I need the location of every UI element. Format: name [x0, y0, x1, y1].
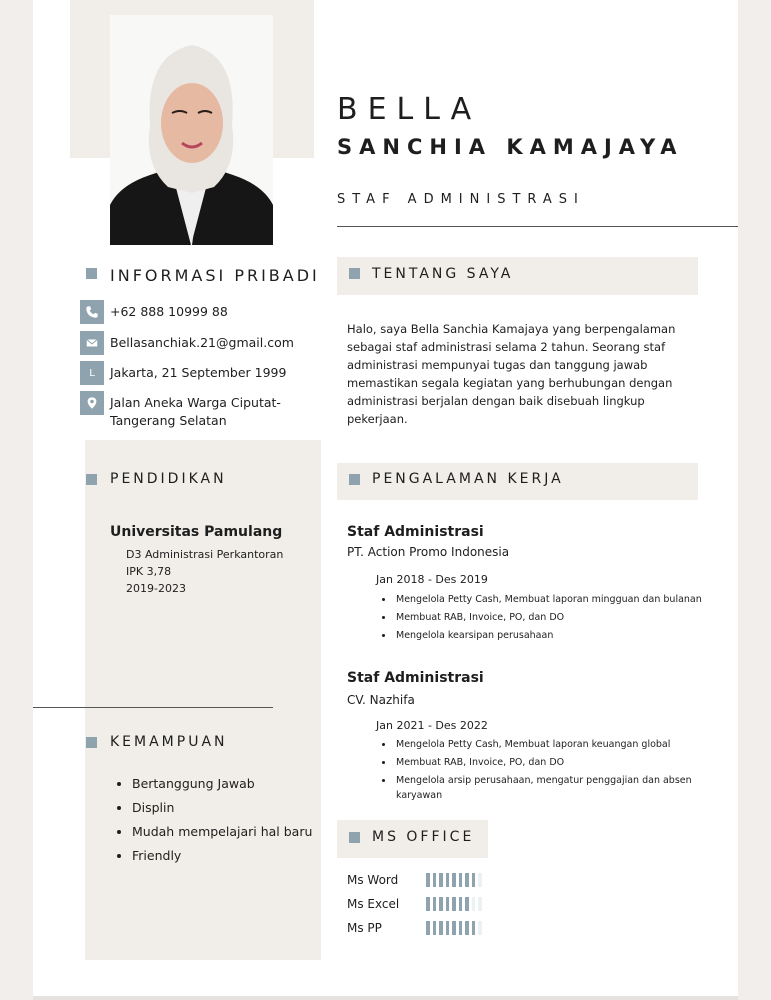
- section-marker: [86, 268, 97, 279]
- level-segment: [439, 873, 443, 887]
- company-name: CV. Nazhifa: [347, 693, 415, 707]
- list-item: • Displin: [132, 796, 312, 820]
- section-marker: [349, 832, 360, 843]
- list-item: • Mengelola arsip perusahaan, mengatur penggajian dan absen karyawan: [394, 773, 724, 803]
- list-item: • Mengelola Petty Cash, Membuat laporan keuangan global: [394, 737, 724, 752]
- page-edge: [33, 996, 738, 1000]
- skill-level-bar: [426, 873, 488, 887]
- level-segment: [426, 897, 430, 911]
- company-name: PT. Action Promo Indonesia: [347, 545, 510, 559]
- list-item: • Friendly: [132, 844, 312, 868]
- study-years: 2019-2023: [126, 582, 186, 595]
- level-segment: [452, 921, 456, 935]
- header-divider: [337, 226, 738, 227]
- level-segment: [426, 873, 430, 887]
- level-segment: [439, 921, 443, 935]
- location-icon: [80, 391, 104, 415]
- section-marker: [86, 474, 97, 485]
- software-name: Ms PP: [347, 921, 382, 935]
- portrait-photo-icon: [110, 15, 273, 245]
- section-marker: [349, 474, 360, 485]
- level-segment: [465, 897, 469, 911]
- personal-info-title: INFORMASI PRIBADI: [110, 266, 320, 285]
- level-segment: [478, 897, 482, 911]
- address-line-2: Tangerang Selatan: [110, 413, 227, 428]
- level-segment: [439, 897, 443, 911]
- left-divider: [33, 707, 273, 708]
- left-column-panel: [85, 440, 321, 960]
- job-duties: [376, 737, 724, 803]
- school-name: Universitas Pamulang: [110, 524, 283, 540]
- about-text: Halo, saya Bella Sanchia Kamajaya yang berpengalaman sebagai staf administrasi selama 2 tahun. Seorang staf administrasi mempunyai tugas dan tanggung jawab memastikan segala kegiatan yang berhubungan dengan administrasi berjalan dengan baik disebuah lingkup pekerjaan.: [347, 322, 676, 426]
- program-name: D3 Administrasi Perkantoran: [126, 548, 284, 561]
- phone-number: +62 888 10999 88: [110, 304, 228, 319]
- list-item: • Mudah mempelajari hal baru: [132, 820, 312, 844]
- education-title: PENDIDIKAN: [110, 471, 227, 487]
- level-segment: [472, 897, 476, 911]
- email-address: Bellasanchiak.21@gmail.com: [110, 335, 294, 350]
- experience-title: PENGALAMAN KERJA: [372, 471, 564, 487]
- job-period: Jan 2021 - Des 2022: [376, 719, 488, 732]
- level-segment: [446, 897, 450, 911]
- level-segment: [452, 873, 456, 887]
- software-name: Ms Excel: [347, 897, 400, 911]
- level-segment: [472, 921, 476, 935]
- job-period: Jan 2018 - Des 2019: [376, 573, 488, 586]
- email-icon: [80, 331, 104, 355]
- list-item: • Mengelola Petty Cash, Membuat laporan mingguan dan bulanan: [394, 591, 734, 609]
- skills-list: [112, 772, 312, 868]
- education-details: [126, 546, 283, 597]
- ms-office-title: MS OFFICE: [372, 829, 475, 845]
- job-role: STAF ADMINISTRASI: [337, 192, 585, 207]
- calendar-icon: L: [80, 361, 104, 385]
- last-name: SANCHIA KAMAJAYA: [337, 135, 684, 159]
- level-segment: [472, 873, 476, 887]
- level-segment: [465, 921, 469, 935]
- level-segment: [426, 921, 430, 935]
- level-segment: [478, 921, 482, 935]
- level-segment: [433, 873, 437, 887]
- section-marker: [86, 737, 97, 748]
- profile-photo: [110, 15, 273, 245]
- skill-level-bar: [426, 897, 488, 911]
- job-title: Staf Administrasi: [347, 670, 484, 686]
- level-segment: [446, 873, 450, 887]
- address-line-1: Jalan Aneka Warga Ciputat-: [110, 395, 281, 410]
- job-title: Staf Administrasi: [347, 524, 484, 540]
- address: [110, 394, 281, 430]
- phone-icon: [80, 300, 104, 324]
- section-marker: [349, 268, 360, 279]
- list-item: • Membuat RAB, Invoice, PO, dan DO: [394, 609, 734, 627]
- level-segment: [433, 897, 437, 911]
- gpa: IPK 3,78: [126, 565, 172, 578]
- skill-level-bar: [426, 921, 488, 935]
- list-item: • Bertanggung Jawab: [132, 772, 312, 796]
- level-segment: [459, 897, 463, 911]
- first-name: BELLA: [337, 92, 482, 127]
- birth-place-date: Jakarta, 21 September 1999: [110, 365, 287, 380]
- level-segment: [452, 897, 456, 911]
- list-item: • Mengelola kearsipan perusahaan: [394, 627, 734, 645]
- level-segment: [459, 921, 463, 935]
- level-segment: [433, 921, 437, 935]
- job-duties: [376, 591, 734, 645]
- software-name: Ms Word: [347, 873, 399, 887]
- about-title: TENTANG SAYA: [372, 266, 514, 282]
- level-segment: [465, 873, 469, 887]
- skills-title: KEMAMPUAN: [110, 734, 228, 750]
- list-item: • Membuat RAB, Invoice, PO, dan DO: [394, 755, 724, 770]
- level-segment: [459, 873, 463, 887]
- level-segment: [478, 873, 482, 887]
- level-segment: [446, 921, 450, 935]
